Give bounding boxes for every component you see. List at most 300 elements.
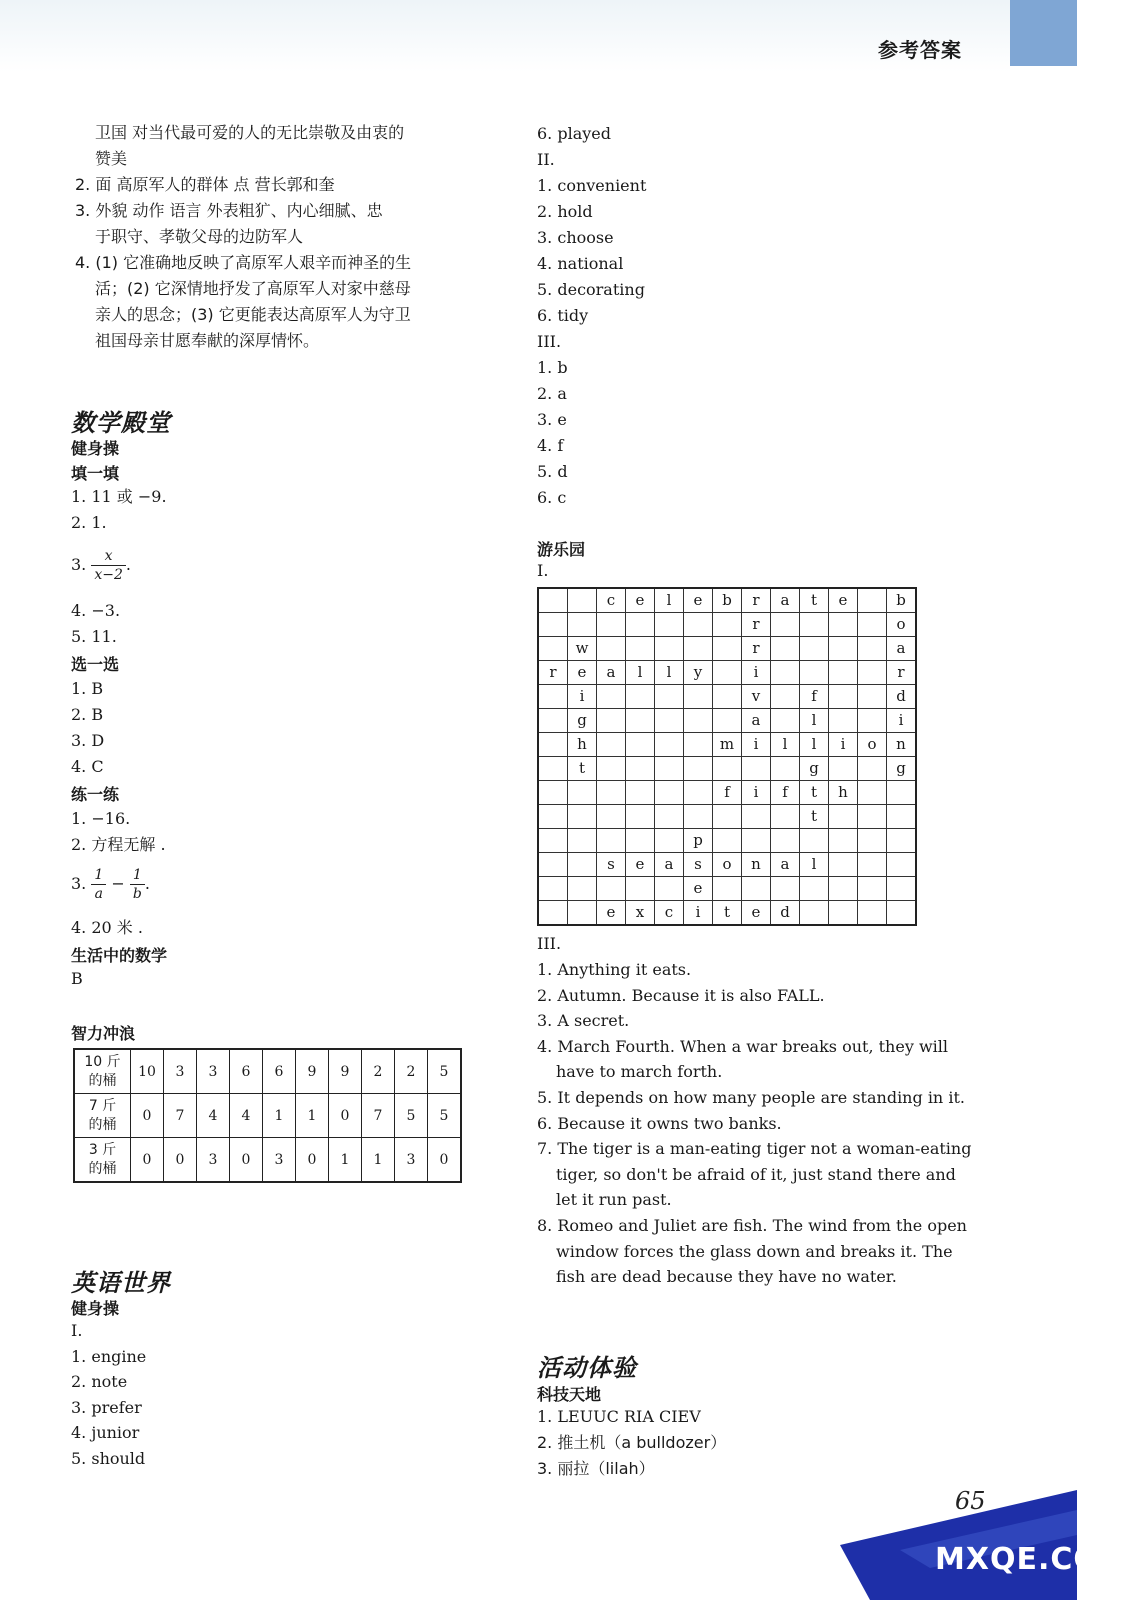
life-math-title: 生活中的数学 [71, 946, 168, 965]
english-fitness-title: 健身操 [71, 1299, 120, 1318]
chinese-answer-line: 祖国母亲甘愿奉献的深厚情怀。 [95, 331, 320, 350]
choose-answer-1: 1. B [71, 679, 104, 698]
crossword-cell [771, 613, 800, 637]
fill-answer-3 [71, 545, 131, 585]
chinese-answer-line: 于职守、孝敬父母的边防军人 [95, 227, 304, 246]
crossword-cell [538, 733, 568, 757]
crossword-cell [887, 901, 917, 926]
english-answer-line: 3. choose [537, 228, 614, 247]
crossword-cell [597, 709, 626, 733]
crossword-cell [538, 901, 568, 926]
p3-b-numerator: 1 [130, 866, 145, 885]
table-cell: 0 [230, 1138, 263, 1183]
riddle-answer-line: 5. It depends on how many people are standing in it. [537, 1088, 965, 1107]
table-cell: 9 [296, 1049, 329, 1094]
crossword-cell [887, 829, 917, 853]
english-roman-1: I. [71, 1321, 83, 1340]
crossword-cell: g [887, 757, 917, 781]
riddle-answer-line: 1. Anything it eats. [537, 960, 692, 979]
p3-a-numerator: 1 [91, 866, 106, 885]
chinese-answer-line: 4. (1) 它准确地反映了高原军人艰辛而神圣的生 [75, 253, 412, 272]
header-tab [1010, 0, 1077, 66]
chinese-answer-line: 赞美 [95, 149, 128, 168]
crossword-cell: b [887, 588, 917, 613]
crossword-row [538, 709, 916, 733]
tech-answer-2: 2. 推土机（a bulldozer） [537, 1433, 727, 1452]
table-cell: 2 [362, 1049, 395, 1094]
crossword-cell [858, 877, 887, 901]
crossword-cell [538, 805, 568, 829]
riddle-answer-line: 3. A secret. [537, 1011, 630, 1031]
riddle-answer-line: let it run past. [556, 1190, 672, 1210]
english-answer-line: 5. d [537, 462, 568, 481]
crossword-cell [626, 613, 655, 637]
crossword-row [538, 877, 916, 901]
crossword-cell [568, 613, 597, 637]
english-item-3: 3. prefer [71, 1398, 142, 1417]
crossword-cell: g [568, 709, 597, 733]
crossword-cell [568, 877, 597, 901]
park-roman-1: I. [537, 561, 549, 580]
crossword-row [538, 781, 916, 805]
crossword-cell [597, 829, 626, 853]
crossword-cell [684, 709, 713, 733]
crossword-cell: h [829, 781, 858, 805]
crossword-cell [538, 829, 568, 853]
crossword-cell: e [742, 901, 771, 926]
crossword-cell [800, 829, 829, 853]
crossword-cell [771, 661, 800, 685]
crossword-cell [538, 685, 568, 709]
crossword-cell [800, 637, 829, 661]
crossword-cell: p [684, 829, 713, 853]
practice-title: 练一练 [71, 785, 120, 804]
crossword-cell [713, 637, 742, 661]
crossword-cell [538, 709, 568, 733]
crossword-cell [597, 757, 626, 781]
crossword-cell: i [829, 733, 858, 757]
math-section-title: 数学殿堂 [71, 409, 171, 437]
crossword-cell: e [829, 588, 858, 613]
table-cell: 3 [263, 1138, 296, 1183]
table-cell: 1 [263, 1094, 296, 1138]
crossword-cell [713, 805, 742, 829]
crossword-cell: o [713, 853, 742, 877]
english-answer-line: 3. e [537, 410, 567, 429]
crossword-cell [858, 588, 887, 613]
crossword-cell [568, 781, 597, 805]
crossword-cell [829, 853, 858, 877]
riddle-answer-line: 7. The tiger is a man-eating tiger not a woman-eating [537, 1139, 972, 1159]
table-cell: 4 [230, 1094, 263, 1138]
crossword-cell [684, 757, 713, 781]
riddle-answer-line: 4. March Fourth. When a war breaks out, they will [537, 1036, 948, 1056]
crossword-row [538, 853, 916, 877]
crossword-cell [684, 637, 713, 661]
table-cell: 0 [131, 1138, 164, 1183]
english-answer-line: 1. b [537, 358, 568, 377]
english-answer-line: III. [537, 332, 562, 351]
english-item-2: 2. note [71, 1372, 128, 1391]
crossword-row [538, 637, 916, 661]
table-cell: 1 [362, 1138, 395, 1183]
crossword-cell [684, 685, 713, 709]
crossword-cell [597, 805, 626, 829]
crossword-cell [538, 637, 568, 661]
table-cell: 3 [164, 1049, 197, 1094]
crossword-cell: e [684, 588, 713, 613]
bucket-label-line2: 的桶 [88, 1072, 117, 1089]
crossword-cell [771, 709, 800, 733]
header-band [0, 0, 1010, 72]
bucket-label-line1: 3 斤 [88, 1141, 117, 1158]
watermark: MXQE.COM [935, 1542, 1131, 1577]
crossword-cell [568, 829, 597, 853]
bucket-table [73, 1048, 462, 1183]
crossword-cell [858, 709, 887, 733]
crossword-cell: c [597, 588, 626, 613]
crossword-cell [626, 709, 655, 733]
crossword-cell [626, 829, 655, 853]
crossword-cell [568, 805, 597, 829]
crossword-cell: a [771, 588, 800, 613]
bucket-label-line1: 7 斤 [88, 1097, 117, 1114]
crossword-cell: o [887, 613, 917, 637]
bucket-label-line2: 的桶 [88, 1116, 117, 1133]
crossword-cell [771, 685, 800, 709]
crossword-cell: i [742, 781, 771, 805]
math-fitness-title: 健身操 [71, 439, 120, 458]
crossword-row [538, 613, 916, 637]
crossword-cell: d [887, 685, 917, 709]
bucket-label [74, 1094, 131, 1138]
crossword-cell [713, 877, 742, 901]
crossword-cell [538, 613, 568, 637]
crossword-cell: a [887, 637, 917, 661]
tech-answer-1: 1. LEUUC RIA CIEV [537, 1407, 701, 1426]
crossword-cell: t [800, 805, 829, 829]
crossword-row [538, 805, 916, 829]
riddle-answer-line: 6. Because it owns two banks. [537, 1113, 782, 1133]
crossword-cell: l [800, 733, 829, 757]
crossword-cell: l [800, 709, 829, 733]
crossword-cell [858, 685, 887, 709]
table-cell: 0 [428, 1138, 462, 1183]
crossword-cell [684, 781, 713, 805]
crossword-cell [626, 685, 655, 709]
crossword-cell: l [771, 733, 800, 757]
crossword-cell [800, 877, 829, 901]
crossword-cell [538, 781, 568, 805]
crossword-row [538, 757, 916, 781]
crossword-cell: t [713, 901, 742, 926]
crossword-cell [626, 757, 655, 781]
crossword-row [538, 661, 916, 685]
crossword-cell [800, 661, 829, 685]
p3-suffix: . [144, 874, 150, 893]
chinese-answer-line: 3. 外貌 动作 语言 外表粗犷、内心细腻、忠 [75, 201, 383, 220]
crossword-cell: c [655, 901, 684, 926]
crossword-cell [887, 853, 917, 877]
crossword-cell [858, 805, 887, 829]
crossword-cell: o [858, 733, 887, 757]
crossword-cell: h [568, 733, 597, 757]
crossword-cell [655, 733, 684, 757]
crossword-cell: w [568, 637, 597, 661]
crossword-grid [537, 587, 917, 926]
table-cell: 6 [230, 1049, 263, 1094]
crossword-cell [684, 805, 713, 829]
crossword-cell [829, 901, 858, 926]
crossword-cell: r [887, 661, 917, 685]
tech-title: 科技天地 [537, 1385, 602, 1404]
p3-a-denominator: a [94, 886, 103, 902]
crossword-cell [568, 588, 597, 613]
p3-fraction-a [91, 866, 106, 903]
crossword-cell [829, 637, 858, 661]
table-row [74, 1094, 461, 1138]
english-section-title: 英语世界 [71, 1269, 171, 1297]
crossword-cell [655, 781, 684, 805]
table-cell: 4 [197, 1094, 230, 1138]
riddle-answer-line: fish are dead because they have no water. [556, 1267, 897, 1287]
tech-answer-3: 3. 丽拉（lilah） [537, 1459, 655, 1478]
crossword-cell: f [713, 781, 742, 805]
crossword-cell [538, 588, 568, 613]
choose-answer-3: 3. D [71, 731, 105, 750]
crossword-cell [655, 637, 684, 661]
p3-prefix: 3. [71, 874, 87, 893]
choose-answer-2: 2. B [71, 705, 104, 724]
english-answer-line: 4. f [537, 436, 564, 455]
english-answer-line: 1. convenient [537, 176, 647, 195]
crossword-cell [626, 781, 655, 805]
table-cell: 3 [197, 1049, 230, 1094]
english-answer-line: 6. played [537, 124, 611, 143]
crossword-cell [771, 757, 800, 781]
crossword-cell [829, 613, 858, 637]
crossword-cell: g [800, 757, 829, 781]
choose-answer-4: 4. C [71, 757, 104, 776]
practice-answer-1: 1. −16. [71, 809, 131, 828]
crossword-cell [597, 877, 626, 901]
crossword-cell: l [655, 588, 684, 613]
crossword-cell [713, 661, 742, 685]
crossword-cell: e [568, 661, 597, 685]
crossword-cell [829, 877, 858, 901]
choose-title: 选一选 [71, 655, 120, 674]
crossword-cell [858, 901, 887, 926]
crossword-cell [742, 805, 771, 829]
crossword-cell: t [568, 757, 597, 781]
q3-denominator: x−2 [94, 567, 123, 583]
crossword-cell [655, 613, 684, 637]
crossword-cell: s [597, 853, 626, 877]
table-cell: 5 [428, 1049, 462, 1094]
english-answer-line: 6. c [537, 488, 567, 507]
crossword-cell: a [655, 853, 684, 877]
table-cell: 0 [131, 1094, 164, 1138]
practice-answer-3 [71, 864, 150, 904]
crossword-cell: r [742, 613, 771, 637]
crossword-cell: s [684, 853, 713, 877]
table-row [74, 1138, 461, 1183]
crossword-cell: i [742, 661, 771, 685]
bucket-label [74, 1049, 131, 1094]
crossword-cell [829, 829, 858, 853]
table-row [74, 1049, 461, 1094]
table-cell: 1 [329, 1138, 362, 1183]
bucket-label-line2: 的桶 [88, 1160, 117, 1177]
crossword-cell [887, 877, 917, 901]
crossword-cell: e [626, 588, 655, 613]
english-item-5: 5. should [71, 1449, 146, 1468]
english-answer-line: 5. decorating [537, 280, 645, 299]
table-cell: 7 [164, 1094, 197, 1138]
crossword-cell [538, 853, 568, 877]
crossword-cell [858, 661, 887, 685]
crossword-cell: f [800, 685, 829, 709]
crossword-cell [742, 877, 771, 901]
table-cell: 7 [362, 1094, 395, 1138]
crossword-cell [713, 757, 742, 781]
crossword-cell [626, 637, 655, 661]
practice-answer-2: 2. 方程无解 . [71, 835, 166, 854]
crossword-row [538, 588, 916, 613]
crossword-cell [655, 877, 684, 901]
crossword-cell: y [684, 661, 713, 685]
crossword-cell [887, 781, 917, 805]
chinese-answer-line: 2. 面 高原军人的群体 点 营长郭和奎 [75, 175, 335, 194]
crossword-cell [771, 805, 800, 829]
crossword-cell: a [597, 661, 626, 685]
crossword-cell: r [742, 588, 771, 613]
table-cell: 10 [131, 1049, 164, 1094]
english-answer-line: 2. hold [537, 202, 593, 221]
riddle-answer-line: tiger, so don't be afraid of it, just stand there and [556, 1164, 956, 1184]
crossword-row [538, 685, 916, 709]
iq-title: 智力冲浪 [71, 1024, 136, 1043]
page-header-title: 参考答案 [878, 38, 962, 62]
fill-answer-4: 4. −3. [71, 601, 121, 620]
table-cell: 0 [164, 1138, 197, 1183]
crossword-cell: n [887, 733, 917, 757]
crossword-cell [858, 829, 887, 853]
crossword-cell: e [684, 877, 713, 901]
crossword-cell: i [887, 709, 917, 733]
crossword-cell [568, 853, 597, 877]
crossword-cell [684, 733, 713, 757]
crossword-cell [626, 733, 655, 757]
crossword-cell [713, 829, 742, 853]
bucket-label-line1: 10 斤 [84, 1053, 121, 1070]
crossword-cell [597, 685, 626, 709]
table-cell: 6 [263, 1049, 296, 1094]
table-cell: 0 [296, 1138, 329, 1183]
crossword-cell [771, 637, 800, 661]
english-item-4: 4. junior [71, 1423, 140, 1442]
crossword-cell [858, 757, 887, 781]
crossword-cell: a [742, 709, 771, 733]
riddle-answer-line: 2. Autumn. Because it is also FALL. [537, 985, 825, 1005]
crossword-cell: b [713, 588, 742, 613]
crossword-cell [538, 757, 568, 781]
fill-answer-1: 1. 11 或 −9. [71, 487, 167, 506]
crossword-cell: e [597, 901, 626, 926]
crossword-cell [597, 781, 626, 805]
q3-fraction [91, 547, 126, 584]
english-answer-line: II. [537, 150, 555, 169]
crossword-cell [655, 757, 684, 781]
crossword-cell [829, 661, 858, 685]
english-item-1: 1. engine [71, 1347, 147, 1366]
crossword-cell [771, 829, 800, 853]
crossword-cell [742, 757, 771, 781]
crossword-cell: f [771, 781, 800, 805]
crossword-cell [655, 709, 684, 733]
table-cell: 0 [329, 1094, 362, 1138]
crossword-cell [858, 781, 887, 805]
life-math-answer: B [71, 969, 83, 988]
park-title: 游乐园 [537, 540, 586, 559]
page-number: 65 [955, 1487, 986, 1515]
crossword-cell [597, 613, 626, 637]
riddle-answer-line: have to march forth. [556, 1062, 723, 1082]
riddles-roman-3: III. [537, 934, 562, 953]
crossword-cell [655, 805, 684, 829]
activity-section-title: 活动体验 [537, 1354, 637, 1382]
english-answer-line: 4. national [537, 254, 624, 273]
table-cell: 2 [395, 1049, 428, 1094]
crossword-cell [538, 877, 568, 901]
crossword-cell [655, 685, 684, 709]
crossword-cell: r [538, 661, 568, 685]
crossword-cell [829, 685, 858, 709]
p3-minus: − [111, 874, 125, 893]
crossword-cell [829, 709, 858, 733]
p3-fraction-b [130, 866, 145, 903]
q3-numerator: x [91, 547, 126, 566]
crossword-cell: m [713, 733, 742, 757]
english-answer-line: 2. a [537, 384, 567, 403]
crossword-cell: a [771, 853, 800, 877]
crossword-cell [626, 805, 655, 829]
table-cell: 3 [395, 1138, 428, 1183]
q3-suffix: . [125, 555, 131, 574]
crossword-cell [655, 829, 684, 853]
crossword-cell [829, 757, 858, 781]
crossword-cell [713, 685, 742, 709]
crossword-row [538, 733, 916, 757]
chinese-answer-line: 卫国 对当代最可爱的人的无比崇敬及由衷的 [95, 123, 405, 142]
fill-answer-5: 5. 11. [71, 627, 117, 646]
crossword-cell [626, 877, 655, 901]
table-cell: 5 [428, 1094, 462, 1138]
crossword-cell [713, 613, 742, 637]
crossword-cell [858, 613, 887, 637]
chinese-answer-line: 亲人的思念；(3) 它更能表达高原军人为守卫 [95, 305, 411, 324]
crossword-cell: l [626, 661, 655, 685]
crossword-cell: v [742, 685, 771, 709]
crossword-cell: i [684, 901, 713, 926]
riddle-answer-line: window forces the glass down and breaks it. The [556, 1241, 953, 1261]
crossword-cell: d [771, 901, 800, 926]
fill-answer-2: 2. 1. [71, 513, 107, 532]
p3-b-denominator: b [132, 886, 142, 902]
crossword-cell [800, 613, 829, 637]
crossword-cell [597, 733, 626, 757]
english-answer-line: 6. tidy [537, 306, 589, 325]
